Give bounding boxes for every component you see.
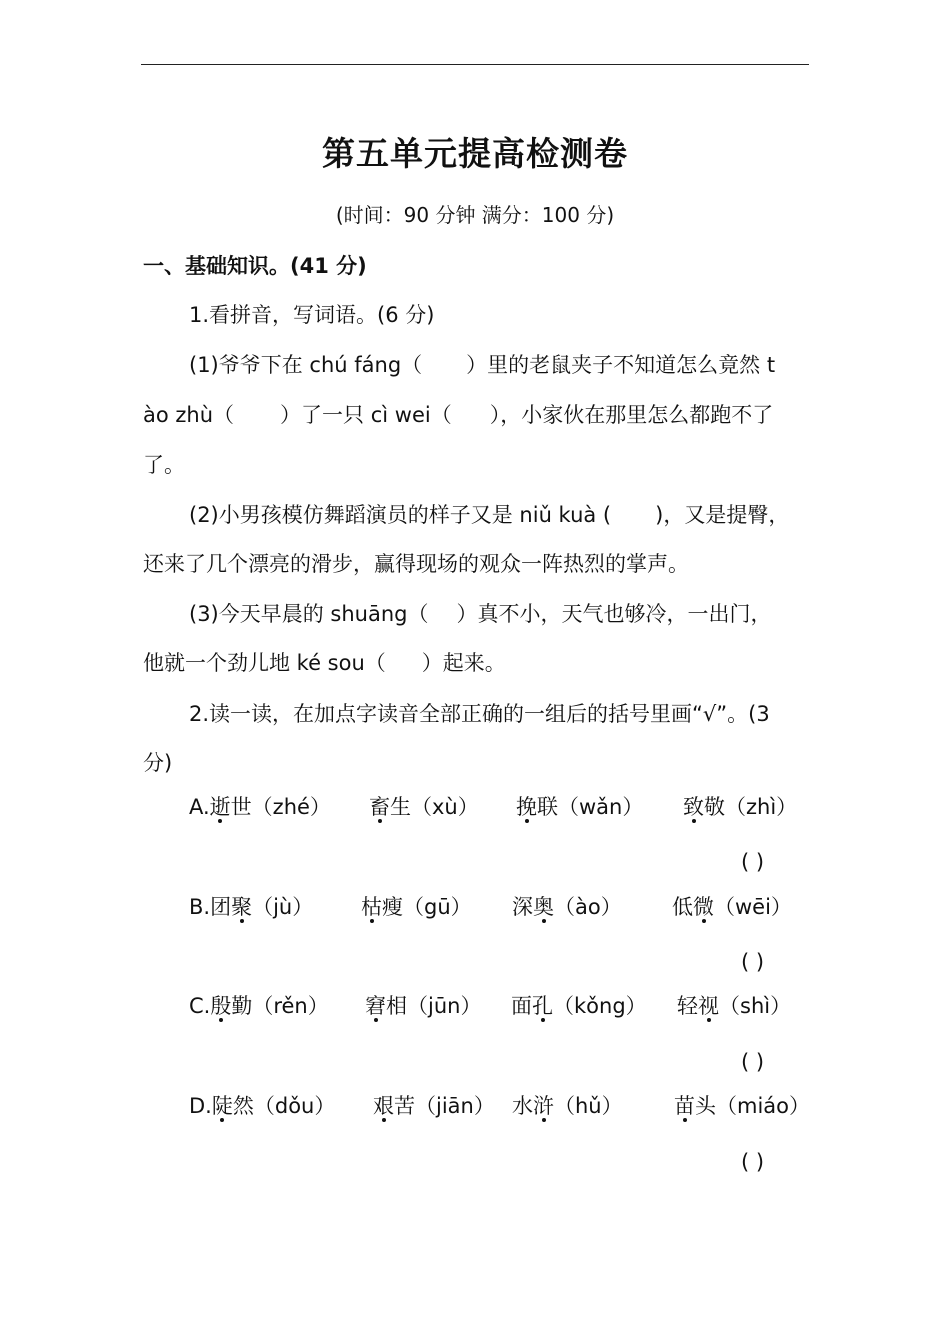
dotted-char: 奥 xyxy=(533,895,554,919)
word-rest: （jù） xyxy=(252,895,314,919)
exam-info: (时间：90 分钟 满分：100 分) xyxy=(335,203,615,227)
q1-p3-line1 xyxy=(189,599,772,629)
dotted-char: 枯 xyxy=(361,895,382,919)
dotted-char: 微 xyxy=(693,895,714,919)
q1-p1-part-c: ào zhù（ xyxy=(143,403,235,427)
word-rest: （wēi） xyxy=(714,895,792,919)
dotted-char: 孔 xyxy=(532,994,553,1018)
q1-p1-part-e: ），小家伙在那里怎么都跑不了 xyxy=(489,403,774,427)
option-b-word-3 xyxy=(512,892,622,922)
word-char: 面 xyxy=(511,994,532,1018)
word-rest: （shì） xyxy=(719,994,792,1018)
word-rest: 敬（zhì） xyxy=(704,795,798,819)
q1-p1-part-a: (1)爷爷下在 chú fáng（ xyxy=(189,353,423,377)
word-rest: 相（jūn） xyxy=(386,994,482,1018)
option-d-word-4 xyxy=(674,1091,810,1121)
option-label: A. xyxy=(189,795,210,819)
word-rest: （hǔ） xyxy=(554,1094,623,1118)
q1-p3-part-b: ）真不小，天气也够冷，一出门， xyxy=(456,602,772,626)
option-a-word-3 xyxy=(516,792,643,822)
dotted-char: 畜 xyxy=(369,795,390,819)
dotted-char: 陡 xyxy=(211,1094,233,1118)
option-d-word-3 xyxy=(512,1091,623,1121)
q1-p1-line3: 了。 xyxy=(143,453,185,477)
option-a-answer-paren[interactable]: ( ) xyxy=(741,850,765,874)
word-rest: 瘦（gū） xyxy=(382,895,472,919)
option-label: D. xyxy=(189,1094,212,1118)
q1-p1-line1 xyxy=(189,350,775,380)
q1-p2-part-a: (2)小男孩模仿舞蹈演员的样子又是 niǔ kuà ( xyxy=(189,503,612,527)
option-c-word-3 xyxy=(511,991,647,1021)
dotted-char: 挽 xyxy=(516,795,537,819)
option-d-word-2 xyxy=(373,1091,495,1121)
q1-p3-part-a: (3)今天早晨的 shuāng（ xyxy=(189,602,429,626)
section-heading: 一、基础知识。(41 分) xyxy=(143,254,367,278)
option-b-word-2 xyxy=(361,892,472,922)
dotted-char: 窘 xyxy=(365,994,386,1018)
word-rest: 生（xù） xyxy=(390,795,479,819)
q1-p3-line2 xyxy=(143,648,506,678)
option-d-answer-paren[interactable]: ( ) xyxy=(741,1150,765,1174)
dotted-char: 视 xyxy=(698,994,719,1018)
word-rest: 联（wǎn） xyxy=(537,795,644,819)
dotted-char: 殷 xyxy=(210,994,232,1018)
option-a-word-1 xyxy=(189,792,331,822)
q2-heading-line1: 2.读一读，在加点字读音全部正确的一组后的括号里画“√”。(3 xyxy=(189,702,770,726)
dotted-char: 苗 xyxy=(674,1094,695,1118)
option-b-word-4 xyxy=(672,892,792,922)
option-a-word-2 xyxy=(369,792,479,822)
option-a-word-4 xyxy=(683,792,797,822)
q1-p3-part-d: ）起来。 xyxy=(421,651,506,675)
option-c-word-1 xyxy=(189,991,329,1021)
word-rest: 然（dǒu） xyxy=(232,1094,336,1118)
header-rule xyxy=(141,64,809,65)
q1-p3-part-c: 他就一个劲儿地 ké sou（ xyxy=(143,651,386,675)
page-title: 第五单元提高检测卷 xyxy=(322,134,628,173)
option-b-answer-paren[interactable]: ( ) xyxy=(741,950,765,974)
option-label: B. xyxy=(189,895,211,919)
dotted-char: 浒 xyxy=(533,1094,554,1118)
dotted-char: 逝 xyxy=(209,795,231,819)
q1-p1-part-d: ）了一只 cì wei（ xyxy=(280,403,452,427)
dotted-char: 艰 xyxy=(373,1094,394,1118)
word-rest: 世（zhé） xyxy=(230,795,331,819)
word-rest: 头（miáo） xyxy=(695,1094,811,1118)
word-char: 轻 xyxy=(677,994,698,1018)
dotted-char: 聚 xyxy=(231,895,253,919)
q1-p2-line1 xyxy=(189,500,789,530)
word-rest: 苦（jiān） xyxy=(394,1094,495,1118)
word-char: 深 xyxy=(512,895,533,919)
word-char: 低 xyxy=(672,895,693,919)
q1-p1-part-b: ）里的老鼠夹子不知道怎么竟然 t xyxy=(466,353,776,377)
q2-heading-line2: 分) xyxy=(143,751,173,775)
option-d-word-1 xyxy=(189,1091,335,1121)
q1-p2-line2: 还来了几个漂亮的滑步，赢得现场的观众一阵热烈的掌声。 xyxy=(143,552,689,576)
option-c-answer-paren[interactable]: ( ) xyxy=(741,1050,765,1074)
option-label: C. xyxy=(189,994,211,1018)
dotted-char: 致 xyxy=(683,795,704,819)
option-c-word-4 xyxy=(677,991,791,1021)
q1-heading: 1.看拼音，写词语。(6 分) xyxy=(189,303,435,327)
q1-p2-part-b: )，又是提臀， xyxy=(655,503,790,527)
word-rest: 勤（rěn） xyxy=(231,994,329,1018)
option-b-word-1 xyxy=(189,892,313,922)
word-rest: （kǒng） xyxy=(553,994,647,1018)
word-rest: （ào） xyxy=(554,895,622,919)
q1-p1-line2 xyxy=(143,400,773,430)
option-c-word-2 xyxy=(365,991,481,1021)
word-char: 团 xyxy=(210,895,232,919)
word-char: 水 xyxy=(512,1094,533,1118)
